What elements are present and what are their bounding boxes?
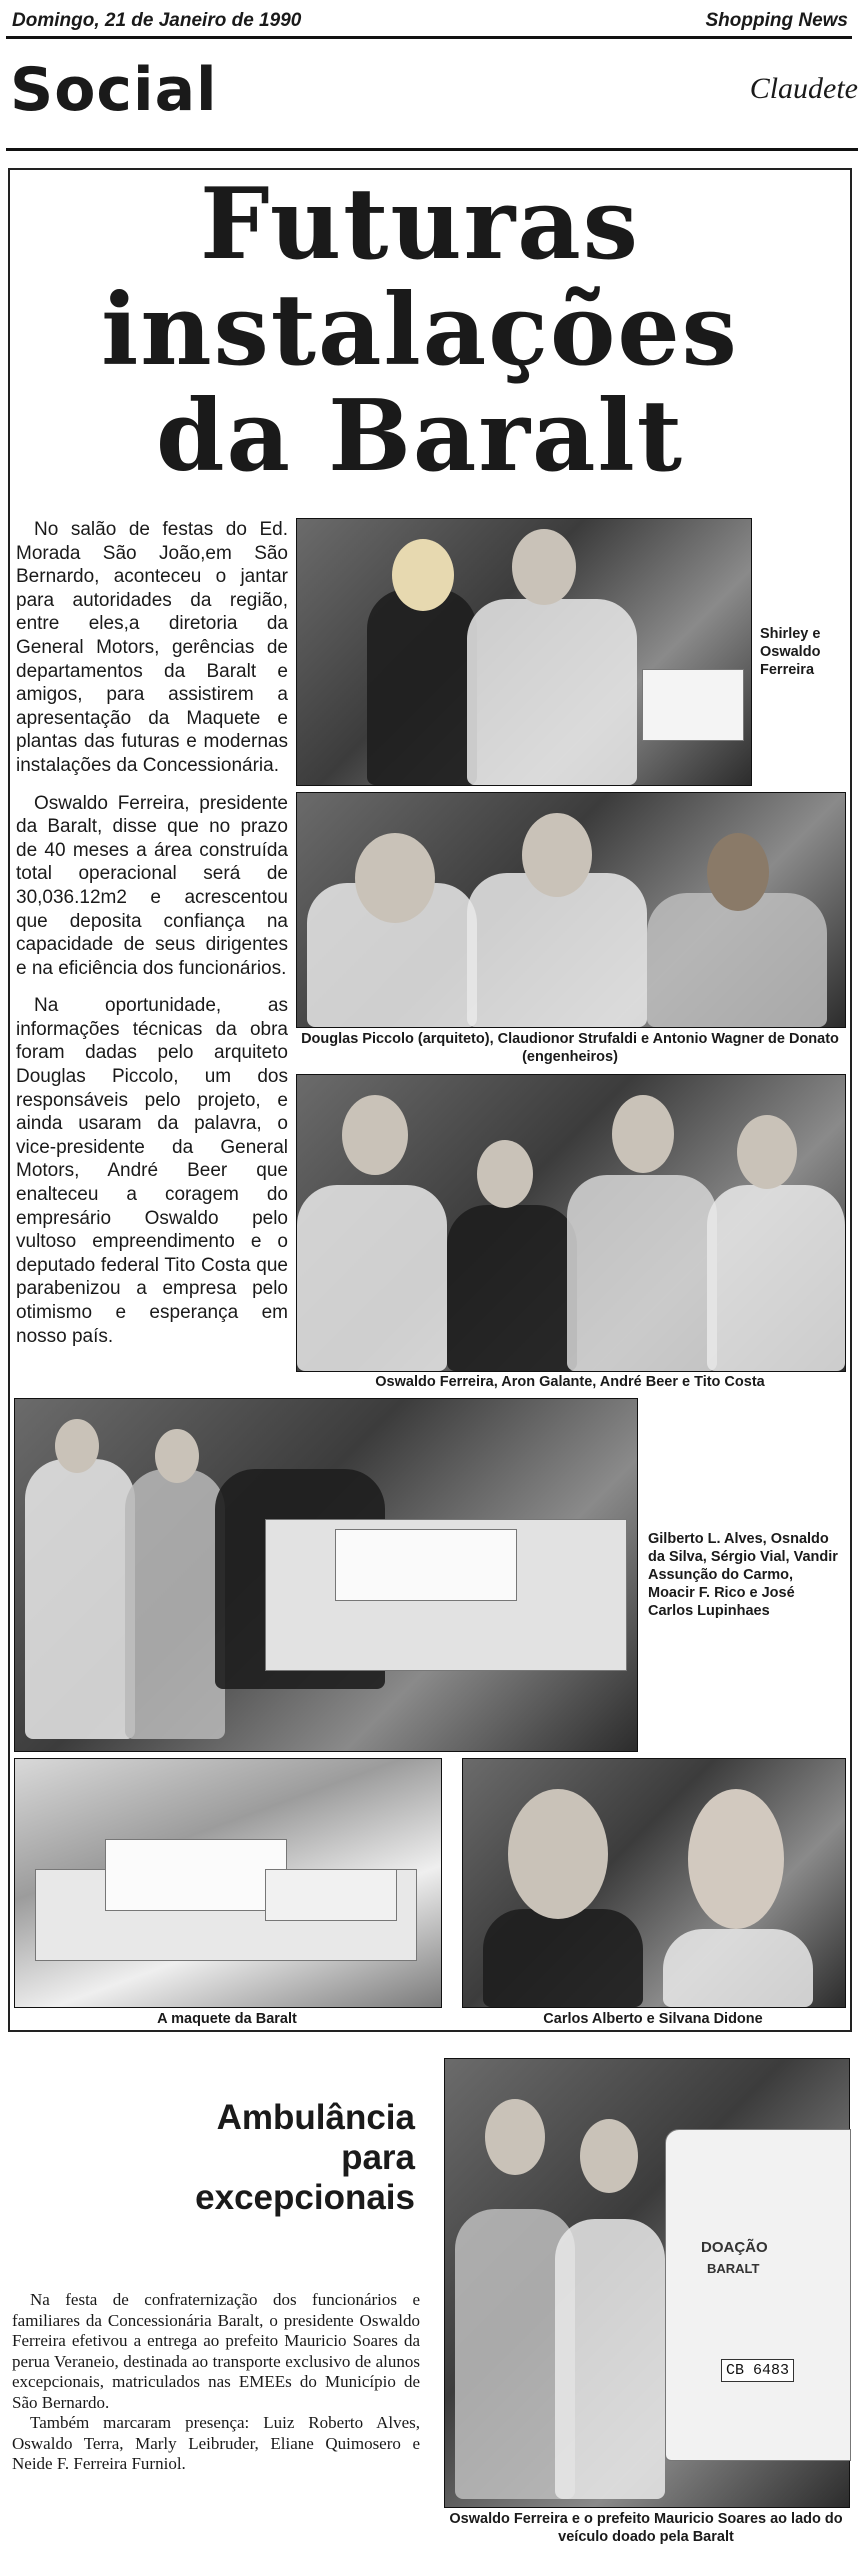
photo-caption: Douglas Piccolo (arquiteto), Claudionor Strufaldi e Antonio Wagner de Donato (engenheiros) xyxy=(301,1031,839,1065)
page-header-bar xyxy=(6,8,852,39)
article-paragraph: Oswaldo Ferreira, presidente da Baralt, disse que no prazo de 40 meses a área construída total operacional será de 30,036.12m2 e acrescentou que deposita confiança na capacidade de seus dirigentes e na eficiência dos funcionários. xyxy=(16,792,288,979)
issue-date: Domingo, 21 de Janeiro de 1990 xyxy=(12,10,302,31)
article-body xyxy=(16,518,288,1362)
publication-name: Shopping News xyxy=(705,10,848,31)
photo-ambulance-handover xyxy=(444,2058,850,2508)
photo-caption: Shirley e Oswaldo Ferreira xyxy=(760,626,821,678)
columnist-signature: Claudete xyxy=(749,72,858,105)
section-title: Social xyxy=(10,55,218,125)
headline-line: para xyxy=(341,2138,415,2177)
header-rule xyxy=(6,148,858,151)
article-paragraph: Na festa de confraternização dos funcionários e familiares da Concessionária Baralt, o presidente Oswaldo Ferreira efetivou a entrega ao prefeito Mauricio Soares da perua Veraneio, destinada ao transporte exclusivo de alunos excepcionais, matriculados nas EMEEs do Município de São Bernardo. xyxy=(12,2290,420,2412)
photo-engineers xyxy=(296,792,846,1028)
headline-line: excepcionais xyxy=(195,2178,415,2217)
photo-maquette xyxy=(14,1758,442,2008)
headline-line: instalações xyxy=(101,273,739,388)
photo-caption: Oswaldo Ferreira, Aron Galante, André Beer e Tito Costa xyxy=(375,1374,765,1390)
article-headline xyxy=(20,167,820,494)
vehicle-door-text: DOAÇÃO xyxy=(701,2239,768,2256)
photo-shirley-oswaldo xyxy=(296,518,752,786)
vehicle-plate: CB 6483 xyxy=(721,2359,794,2382)
vehicle-logo-text: BARALT xyxy=(707,2261,760,2276)
article-paragraph: Também marcaram presença: Luiz Roberto Alves, Oswaldo Terra, Marly Leibruder, Eliane Quimosero e Neide F. Ferreira Furniol. xyxy=(12,2413,420,2473)
photo-caption: Carlos Alberto e Silvana Didone xyxy=(543,2011,763,2027)
photo-caption: A maquete da Baralt xyxy=(157,2011,297,2027)
photo-maquette-group xyxy=(14,1398,638,1752)
photo-caption: Oswaldo Ferreira e o prefeito Mauricio Soares ao lado do veículo doado pela Baralt xyxy=(449,2511,843,2545)
photo-caption: Gilberto L. Alves, Osnaldo da Silva, Sérgio Vial, Vandir Assunção do Carmo, Moacir F. Rico e José Carlos Lupinhaes xyxy=(648,1531,838,1619)
headline-line: Futuras xyxy=(200,167,640,282)
article-paragraph: Na oportunidade, as informações técnicas da obra foram dadas pelo arquiteto Douglas Piccolo, um dos responsáveis pelo projeto, e ainda usaram da palavra, o vice-presidente da General Motors, André Beer que enalteceu a coragem do empresário Oswaldo pelo vultoso empreendimento e o deputado federal Tito Costa que parabenizou a empresa pelo otimismo e esperança em nosso país. xyxy=(16,995,288,1347)
headline-line: Ambulância xyxy=(216,2098,415,2137)
article-paragraph: No salão de festas do Ed. Morada São João,em São Bernardo, aconteceu o jantar para autoridades da região, entre eles,a diretoria da General Motors, gerências de departamentos da Baralt e amigos, para assistirem a apresentação da Maquete e plantas das futuras e modernas instalações da Concessionária. xyxy=(16,519,288,776)
photo-carlos-silvana xyxy=(462,1758,846,2008)
headline-line: da Baralt xyxy=(155,379,685,494)
photo-gm-group xyxy=(296,1074,846,1372)
article-headline xyxy=(175,2098,415,2218)
article-body xyxy=(12,2290,420,2475)
